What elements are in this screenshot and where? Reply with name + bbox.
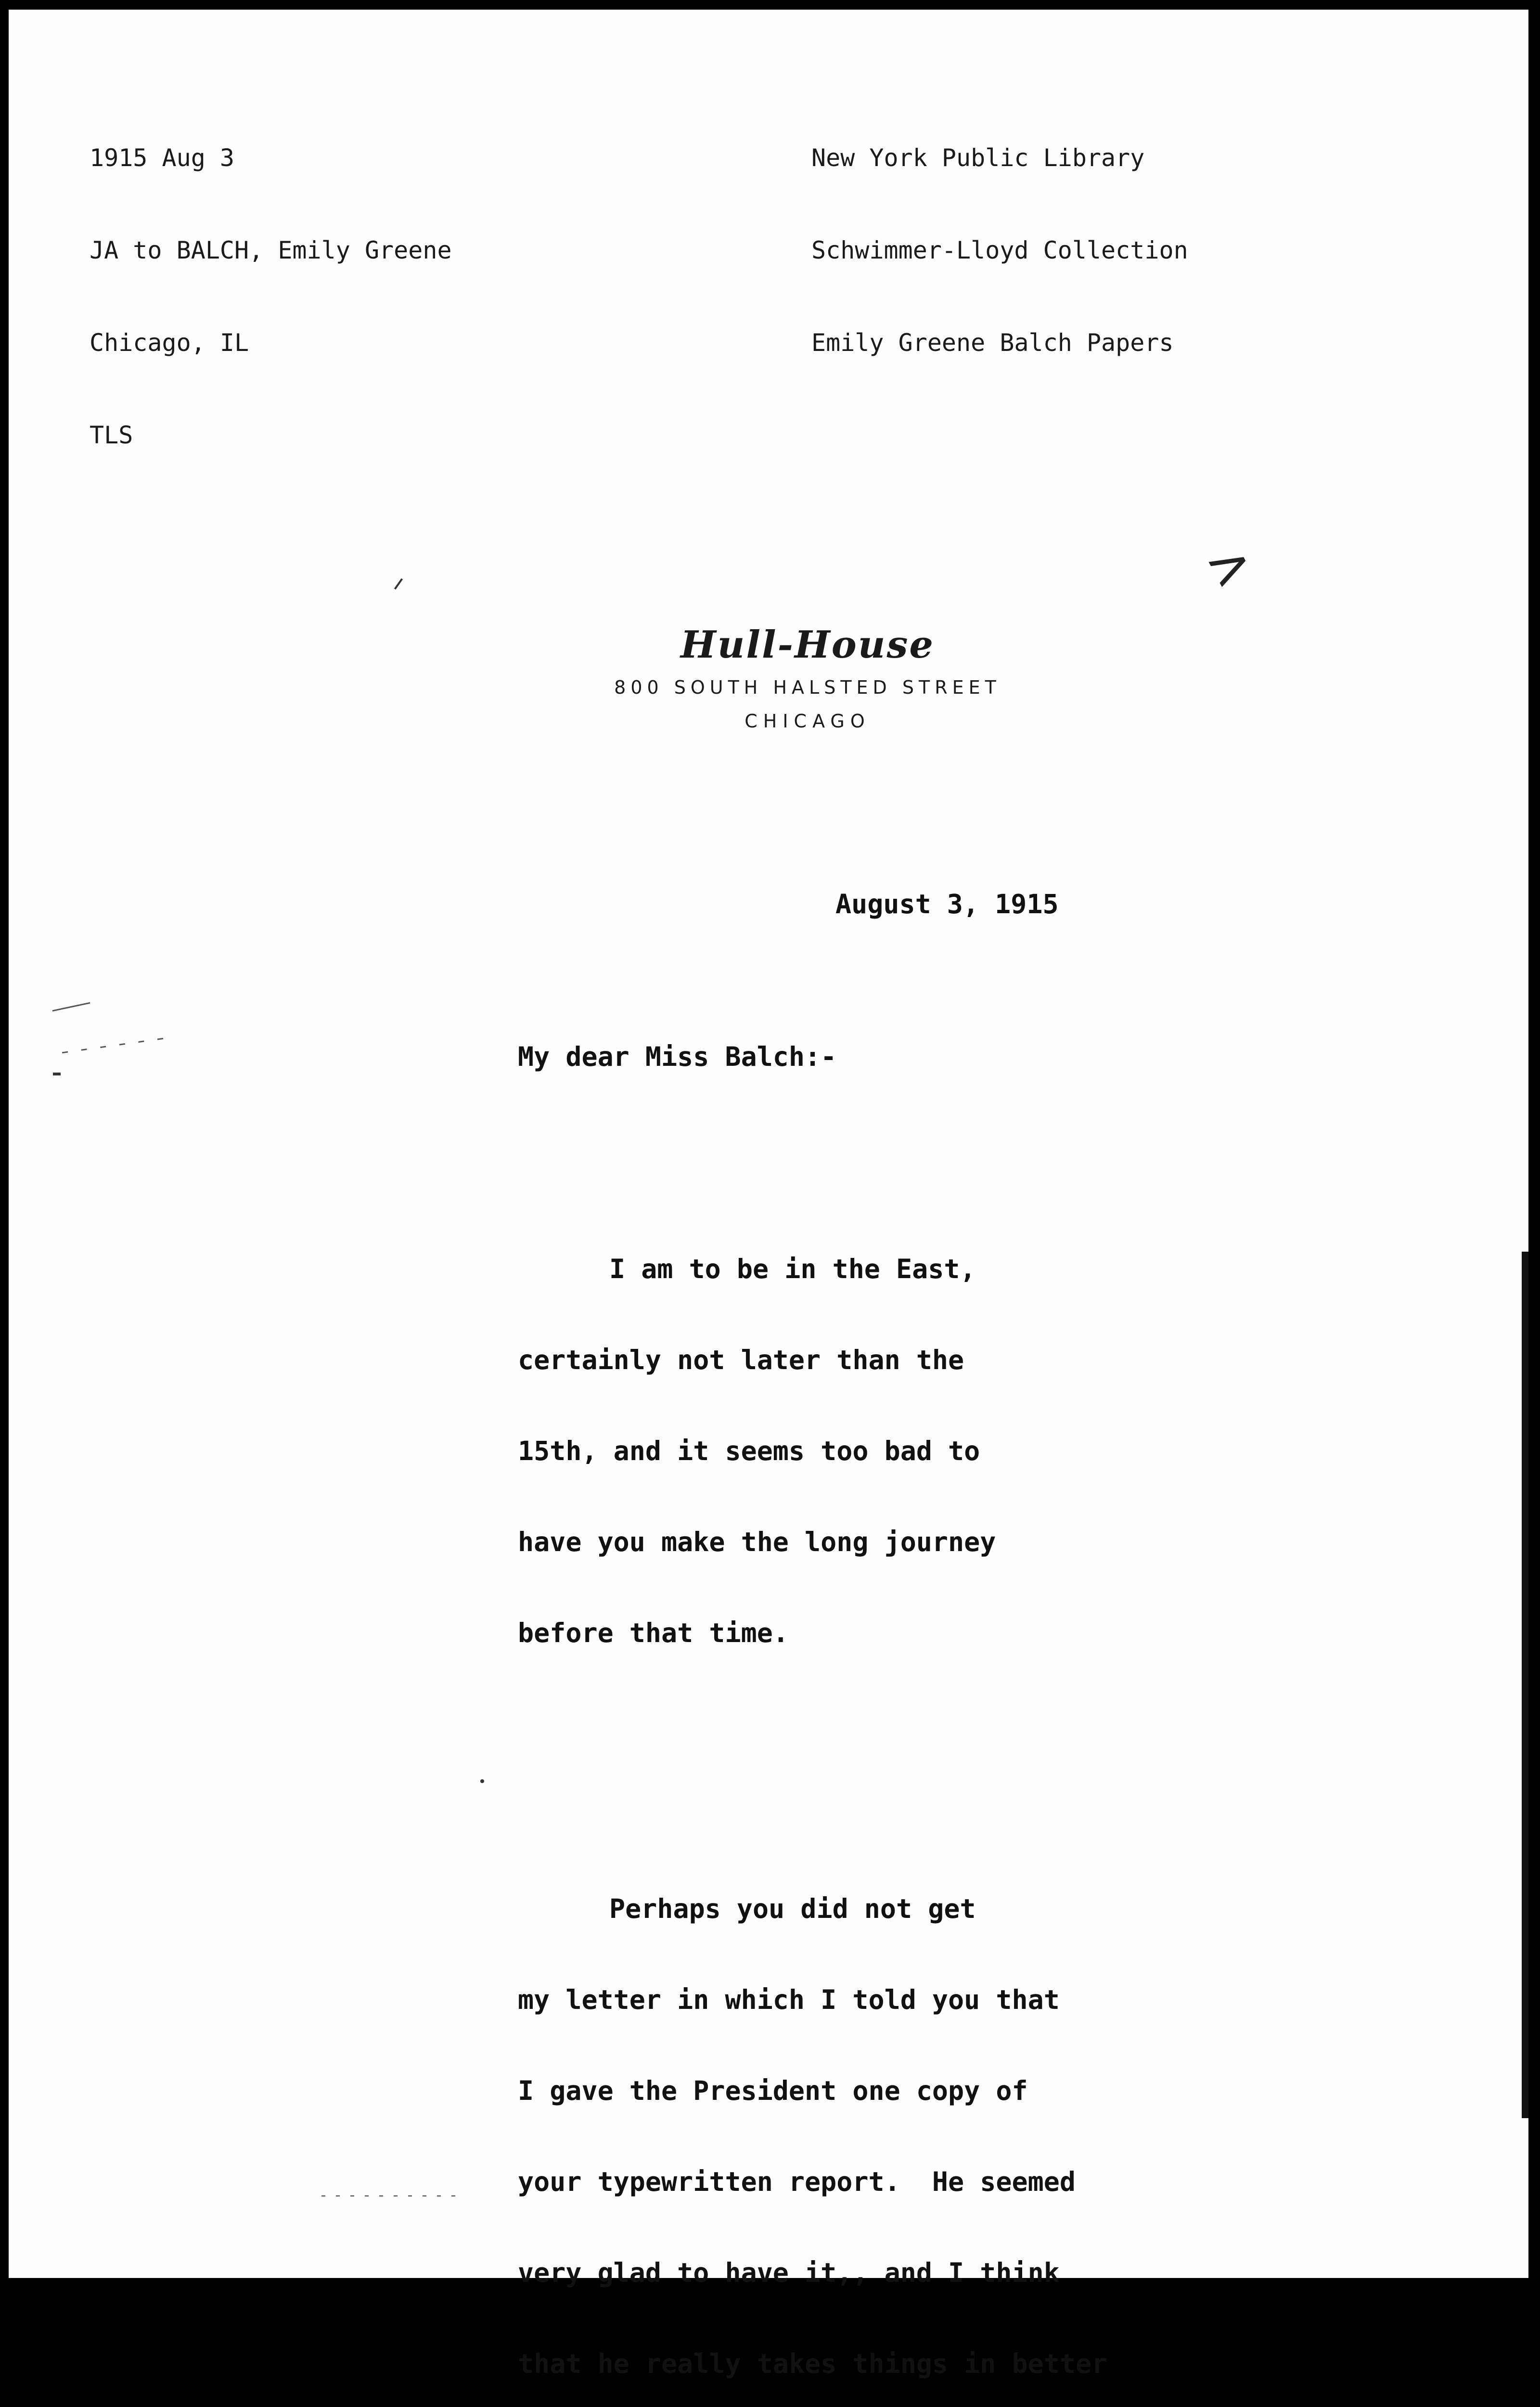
citation-place: Chicago, IL bbox=[90, 329, 249, 357]
citation-type: TLS bbox=[90, 421, 133, 449]
text-line: I gave the President one copy of bbox=[518, 2075, 1028, 2106]
citation-date: 1915 Aug 3 bbox=[90, 144, 235, 172]
text-line: 15th, and it seems too bad to bbox=[518, 1436, 980, 1466]
text-line: have you make the long journey bbox=[518, 1527, 996, 1557]
stray-mark bbox=[62, 1037, 167, 1054]
letter-page bbox=[9, 10, 1528, 2379]
letterhead-name: Hull-House bbox=[680, 623, 935, 667]
letterhead-city: CHICAGO bbox=[744, 711, 871, 732]
text-line: your typewritten report. He seemed bbox=[518, 2166, 1076, 2197]
letter-body bbox=[518, 981, 1123, 2407]
letter-date: August 3, 1915 bbox=[835, 889, 1059, 919]
text-line: my letter in which I told you that bbox=[518, 1984, 1060, 2015]
stray-mark bbox=[53, 1073, 61, 1075]
stray-mark bbox=[321, 2195, 466, 2197]
text-line: very glad to have it,, and I think bbox=[518, 2257, 1060, 2288]
text-line: Perhaps you did not get bbox=[609, 1893, 976, 1924]
text-line: certainly not later than the bbox=[518, 1345, 964, 1375]
text-line: that he really takes things in better bbox=[518, 2348, 1108, 2379]
archive-citation bbox=[90, 81, 452, 512]
source-papers: Emily Greene Balch Papers bbox=[811, 329, 1174, 357]
scan-edge bbox=[1522, 1252, 1528, 2118]
letterhead bbox=[490, 621, 1125, 736]
archive-source bbox=[811, 81, 1188, 420]
stray-mark bbox=[52, 1002, 90, 1012]
stray-mark bbox=[394, 578, 403, 590]
source-library: New York Public Library bbox=[811, 144, 1145, 172]
text-line: I am to be in the East, bbox=[609, 1254, 976, 1284]
paragraph bbox=[518, 1833, 1123, 2407]
source-collection: Schwimmer-Lloyd Collection bbox=[811, 236, 1188, 264]
salutation: My dear Miss Balch:- bbox=[518, 1041, 837, 1072]
text-line: before that time. bbox=[518, 1618, 789, 1648]
paragraph bbox=[518, 1193, 1123, 1709]
letterhead-street: 800 SOUTH HALSTED STREET bbox=[614, 677, 1001, 698]
citation-correspondents: JA to BALCH, Emily Greene bbox=[90, 236, 452, 264]
stray-mark bbox=[480, 1779, 484, 1783]
pencil-mark: > bbox=[1195, 527, 1263, 603]
